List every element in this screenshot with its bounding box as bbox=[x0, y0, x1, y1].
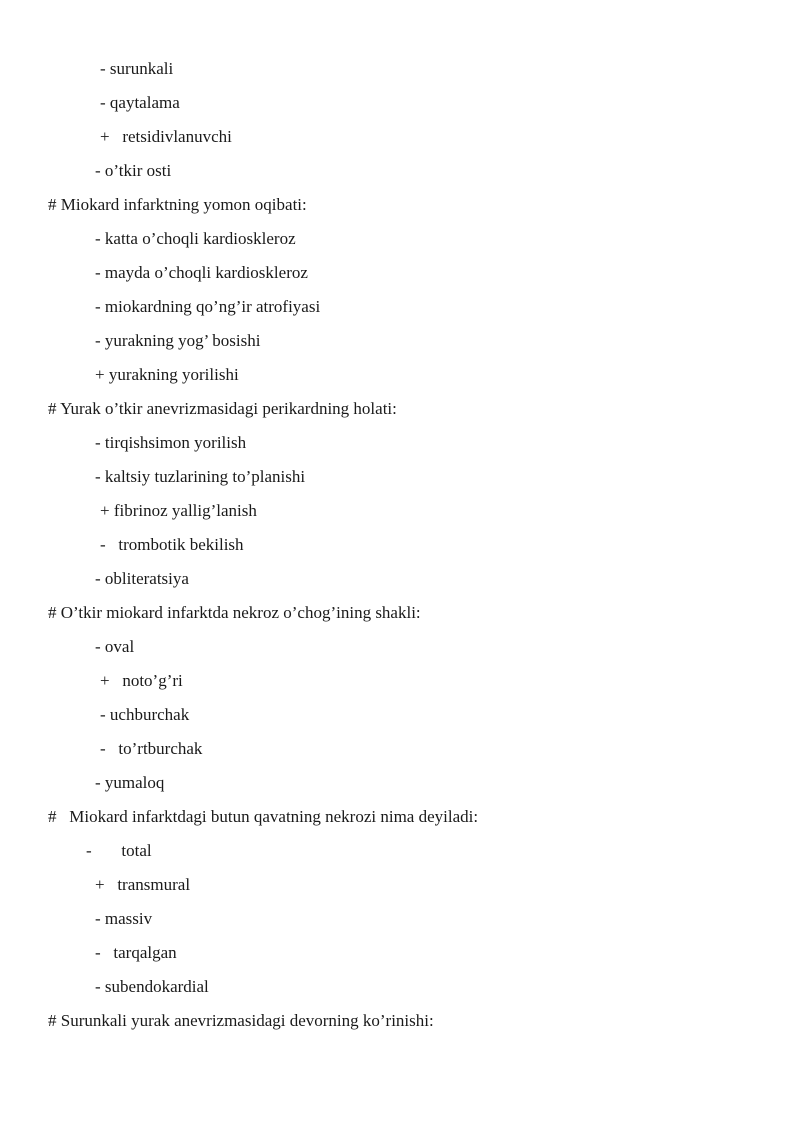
correct-answer-option: + yurakning yorilishi bbox=[95, 365, 239, 384]
answer-option: - subendokardial bbox=[95, 977, 209, 996]
answer-option: - yumaloq bbox=[95, 773, 165, 792]
answer-option: - total bbox=[86, 841, 152, 860]
correct-answer-option: + fibrinoz yallig’lanish bbox=[100, 501, 257, 520]
answer-option: - to’rtburchak bbox=[100, 739, 203, 758]
answer-option: - surunkali bbox=[100, 59, 174, 78]
question-heading: # O’tkir miokard infarktda nekroz o’chog’ining shakli: bbox=[48, 603, 421, 622]
answer-option: - trombotik bekilish bbox=[100, 535, 244, 554]
question-heading: # Yurak o’tkir anevrizmasidagi perikardning holati: bbox=[48, 399, 397, 418]
answer-option: - oval bbox=[95, 637, 135, 656]
answer-option: - yurakning yog’ bosishi bbox=[95, 331, 261, 350]
answer-option: - qaytalama bbox=[100, 93, 180, 112]
answer-option: - tarqalgan bbox=[95, 943, 177, 962]
correct-answer-option: + transmural bbox=[95, 875, 191, 894]
correct-answer-option: + retsidivlanuvchi bbox=[100, 127, 232, 146]
answer-option: - o’tkir osti bbox=[95, 161, 172, 180]
answer-option: - miokardning qo’ng’ir atrofiyasi bbox=[95, 297, 321, 316]
answer-option: - obliteratsiya bbox=[95, 569, 189, 588]
answer-option: - uchburchak bbox=[100, 705, 190, 724]
question-heading: # Miokard infarktning yomon oqibati: bbox=[48, 195, 307, 214]
question-heading: # Surunkali yurak anevrizmasidagi devorning ko’rinishi: bbox=[48, 1011, 434, 1030]
answer-option: - mayda o’choqli kardioskleroz bbox=[95, 263, 308, 282]
answer-option: - katta o’choqli kardioskleroz bbox=[95, 229, 296, 248]
answer-option: - kaltsiy tuzlarining to’planishi bbox=[95, 467, 306, 486]
correct-answer-option: + noto’g’ri bbox=[100, 671, 183, 690]
question-heading: # Miokard infarktdagi butun qavatning nekrozi nima deyiladi: bbox=[48, 807, 479, 826]
answer-option: - massiv bbox=[95, 909, 153, 928]
answer-option: - tirqishsimon yorilish bbox=[95, 433, 247, 452]
